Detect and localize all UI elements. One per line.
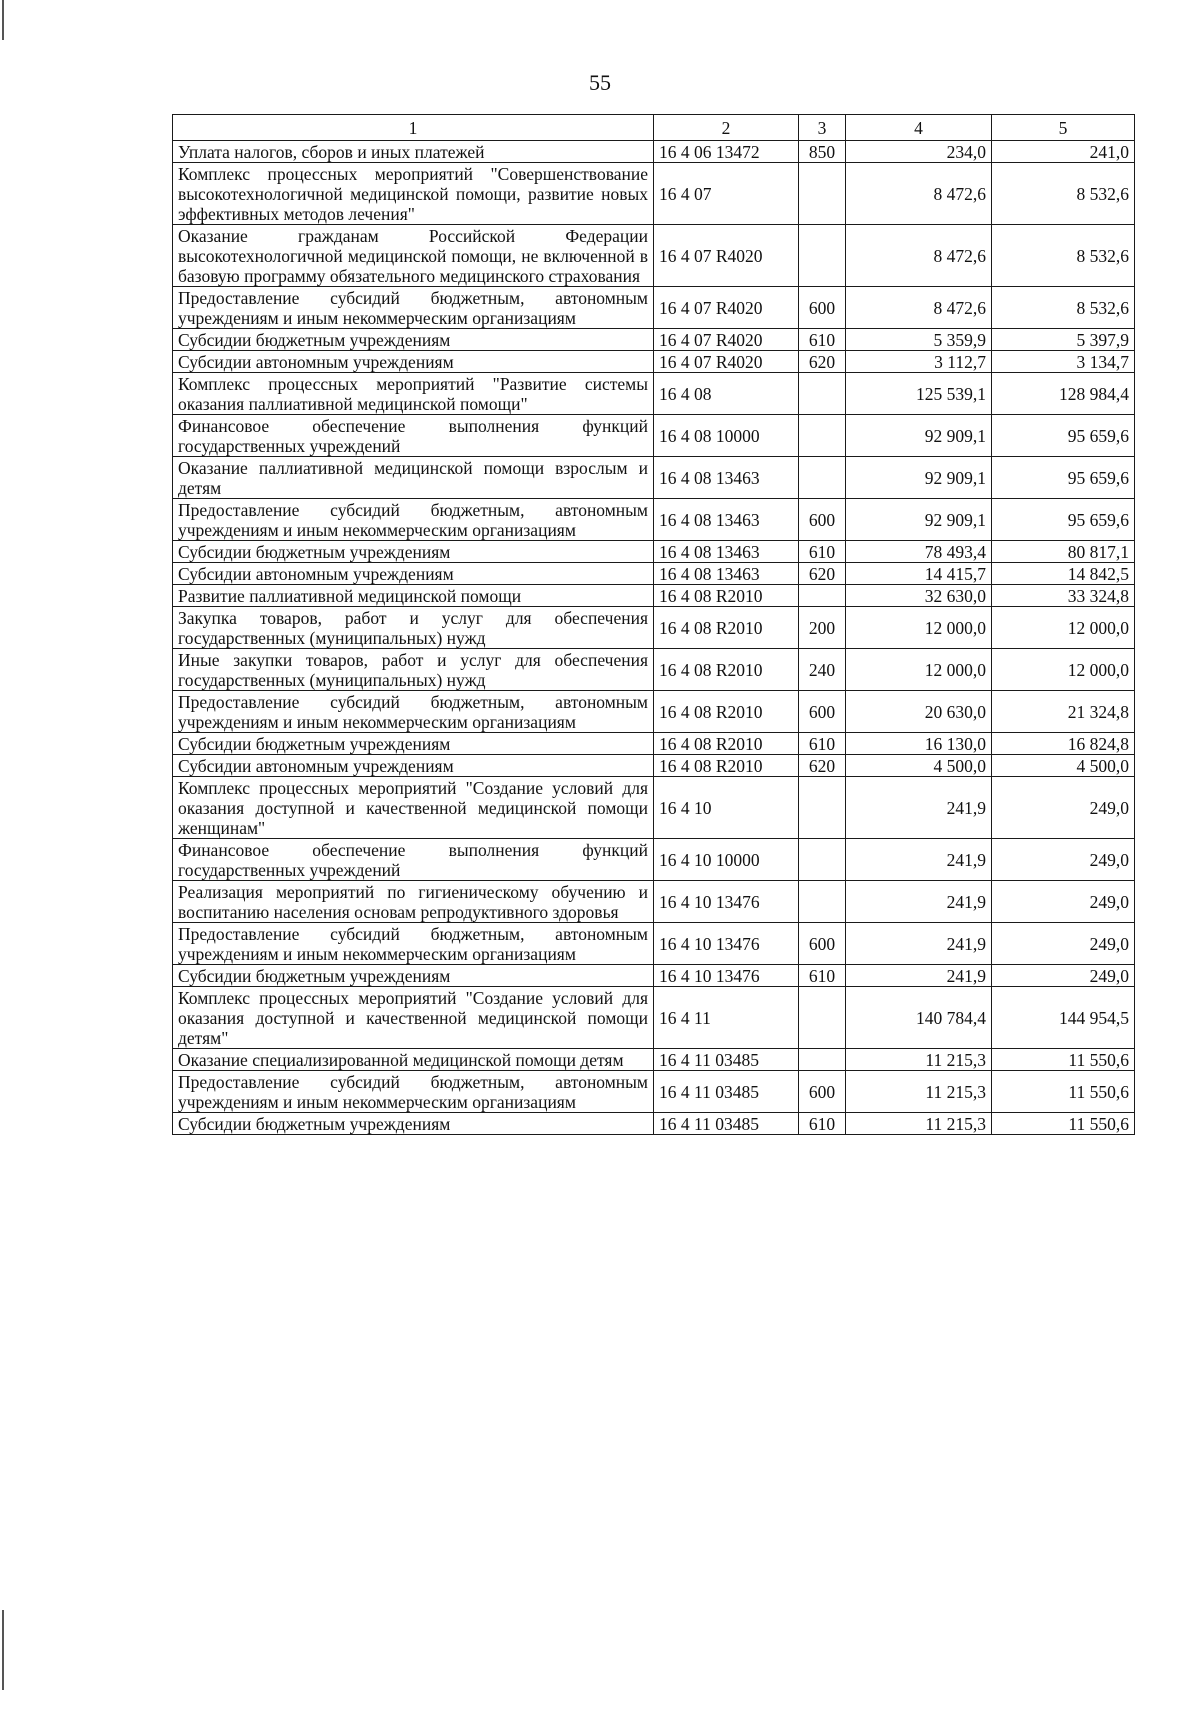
- row-name-cell: Предоставление субсидий бюджетным, автономным учреждениям и иным некоммерческим организациям: [173, 499, 654, 541]
- row-type-cell: [799, 457, 846, 499]
- header-col-3: 3: [799, 115, 846, 141]
- row-value-year1-cell: 16 130,0: [846, 733, 992, 755]
- row-name-cell: Оказание паллиативной медицинской помощи взрослым и детям: [173, 457, 654, 499]
- header-col-1: 1: [173, 115, 654, 141]
- row-type-cell: 600: [799, 1071, 846, 1113]
- row-value-year2-cell: 144 954,5: [992, 987, 1135, 1049]
- row-value-year1-cell: 20 630,0: [846, 691, 992, 733]
- row-name-cell: Субсидии бюджетным учреждениям: [173, 329, 654, 351]
- row-code-cell: 16 4 06 13472: [654, 141, 799, 163]
- row-code-cell: 16 4 11: [654, 987, 799, 1049]
- row-value-year1-cell: 8 472,6: [846, 225, 992, 287]
- table-row: [173, 1071, 1135, 1113]
- row-value-year1-cell: 92 909,1: [846, 499, 992, 541]
- row-type-cell: 610: [799, 541, 846, 563]
- row-code-cell: 16 4 08 R2010: [654, 649, 799, 691]
- row-code-cell: 16 4 08 R2010: [654, 733, 799, 755]
- row-value-year2-cell: 33 324,8: [992, 585, 1135, 607]
- page-number: 55: [589, 70, 611, 95]
- row-code-cell: 16 4 08 R2010: [654, 755, 799, 777]
- row-value-year1-cell: 32 630,0: [846, 585, 992, 607]
- row-name-cell: Предоставление субсидий бюджетным, автономным учреждениям и иным некоммерческим организациям: [173, 1071, 654, 1113]
- row-type-cell: [799, 373, 846, 415]
- row-name-cell: Субсидии бюджетным учреждениям: [173, 733, 654, 755]
- row-name-cell: Уплата налогов, сборов и иных платежей: [173, 141, 654, 163]
- row-value-year1-cell: 8 472,6: [846, 163, 992, 225]
- row-value-year1-cell: 125 539,1: [846, 373, 992, 415]
- table-row: [173, 691, 1135, 733]
- table-row: [173, 541, 1135, 563]
- row-type-cell: 610: [799, 1113, 846, 1135]
- row-value-year2-cell: 14 842,5: [992, 563, 1135, 585]
- row-type-cell: 200: [799, 607, 846, 649]
- row-code-cell: 16 4 11 03485: [654, 1049, 799, 1071]
- row-type-cell: 600: [799, 287, 846, 329]
- row-code-cell: 16 4 08 R2010: [654, 607, 799, 649]
- row-value-year2-cell: 8 532,6: [992, 225, 1135, 287]
- row-code-cell: 16 4 11 03485: [654, 1113, 799, 1135]
- table-row: [173, 585, 1135, 607]
- row-code-cell: 16 4 10 13476: [654, 965, 799, 987]
- row-type-cell: 620: [799, 351, 846, 373]
- row-value-year2-cell: 8 532,6: [992, 163, 1135, 225]
- row-type-cell: 610: [799, 965, 846, 987]
- row-code-cell: 16 4 10 13476: [654, 881, 799, 923]
- table-row: [173, 733, 1135, 755]
- table-row: [173, 1113, 1135, 1135]
- row-code-cell: 16 4 08 13463: [654, 541, 799, 563]
- row-code-cell: 16 4 08 13463: [654, 563, 799, 585]
- row-value-year1-cell: 241,9: [846, 777, 992, 839]
- row-type-cell: [799, 1049, 846, 1071]
- row-value-year1-cell: 11 215,3: [846, 1049, 992, 1071]
- row-value-year2-cell: 16 824,8: [992, 733, 1135, 755]
- row-type-cell: [799, 163, 846, 225]
- table-row: [173, 607, 1135, 649]
- row-code-cell: 16 4 10: [654, 777, 799, 839]
- row-value-year2-cell: 4 500,0: [992, 755, 1135, 777]
- row-name-cell: Субсидии автономным учреждениям: [173, 351, 654, 373]
- row-value-year1-cell: 92 909,1: [846, 457, 992, 499]
- row-type-cell: 610: [799, 733, 846, 755]
- table-row: [173, 1049, 1135, 1071]
- table-row: [173, 755, 1135, 777]
- scan-edge-line-top: [2, 0, 4, 40]
- table-row: [173, 415, 1135, 457]
- row-value-year1-cell: 234,0: [846, 141, 992, 163]
- row-code-cell: 16 4 08 R2010: [654, 585, 799, 607]
- row-value-year2-cell: 249,0: [992, 965, 1135, 987]
- row-value-year2-cell: 5 397,9: [992, 329, 1135, 351]
- row-name-cell: Комплекс процессных мероприятий "Совершенствование высокотехнологичной медицинской помощи, развитие новых эффективных методов лечения": [173, 163, 654, 225]
- row-name-cell: Реализация мероприятий по гигиеническому обучению и воспитанию населения основам репродуктивного здоровья: [173, 881, 654, 923]
- row-code-cell: 16 4 07 R4020: [654, 329, 799, 351]
- row-code-cell: 16 4 08 R2010: [654, 691, 799, 733]
- row-type-cell: [799, 987, 846, 1049]
- row-name-cell: Комплекс процессных мероприятий "Развитие системы оказания паллиативной медицинской помощи": [173, 373, 654, 415]
- scan-edge-line-bottom: [2, 1610, 4, 1690]
- row-value-year1-cell: 11 215,3: [846, 1071, 992, 1113]
- row-name-cell: Оказание специализированной медицинской помощи детям: [173, 1049, 654, 1071]
- row-name-cell: Финансовое обеспечение выполнения функций государственных учреждений: [173, 415, 654, 457]
- table-row: [173, 351, 1135, 373]
- row-value-year1-cell: 241,9: [846, 965, 992, 987]
- table-row: [173, 881, 1135, 923]
- table-row: [173, 839, 1135, 881]
- row-code-cell: 16 4 11 03485: [654, 1071, 799, 1113]
- row-type-cell: 600: [799, 499, 846, 541]
- row-name-cell: Предоставление субсидий бюджетным, автономным учреждениям и иным некоммерческим организациям: [173, 287, 654, 329]
- table-row: [173, 373, 1135, 415]
- row-value-year2-cell: 12 000,0: [992, 649, 1135, 691]
- row-name-cell: Комплекс процессных мероприятий "Создание условий для оказания доступной и качественной медицинской помощи детям": [173, 987, 654, 1049]
- row-value-year2-cell: 249,0: [992, 839, 1135, 881]
- row-type-cell: 600: [799, 923, 846, 965]
- row-name-cell: Субсидии бюджетным учреждениям: [173, 541, 654, 563]
- row-value-year1-cell: 8 472,6: [846, 287, 992, 329]
- header-col-2: 2: [654, 115, 799, 141]
- row-type-cell: 620: [799, 755, 846, 777]
- header-col-4: 4: [846, 115, 992, 141]
- header-col-5: 5: [992, 115, 1135, 141]
- row-code-cell: 16 4 07 R4020: [654, 287, 799, 329]
- table-row: [173, 649, 1135, 691]
- row-type-cell: [799, 881, 846, 923]
- row-value-year1-cell: 92 909,1: [846, 415, 992, 457]
- row-value-year2-cell: 11 550,6: [992, 1113, 1135, 1135]
- row-type-cell: [799, 415, 846, 457]
- row-code-cell: 16 4 08: [654, 373, 799, 415]
- row-type-cell: [799, 839, 846, 881]
- row-value-year2-cell: 3 134,7: [992, 351, 1135, 373]
- row-value-year2-cell: 249,0: [992, 923, 1135, 965]
- row-value-year1-cell: 3 112,7: [846, 351, 992, 373]
- row-name-cell: Развитие паллиативной медицинской помощи: [173, 585, 654, 607]
- table-row: [173, 329, 1135, 351]
- row-value-year2-cell: 95 659,6: [992, 499, 1135, 541]
- table-row: [173, 777, 1135, 839]
- row-name-cell: Закупка товаров, работ и услуг для обеспечения государственных (муниципальных) нужд: [173, 607, 654, 649]
- table-row: [173, 499, 1135, 541]
- row-value-year2-cell: 21 324,8: [992, 691, 1135, 733]
- row-type-cell: [799, 585, 846, 607]
- row-type-cell: 620: [799, 563, 846, 585]
- row-value-year2-cell: 95 659,6: [992, 457, 1135, 499]
- row-value-year2-cell: 11 550,6: [992, 1071, 1135, 1113]
- row-code-cell: 16 4 10 13476: [654, 923, 799, 965]
- row-code-cell: 16 4 10 10000: [654, 839, 799, 881]
- table-row: [173, 163, 1135, 225]
- row-type-cell: 610: [799, 329, 846, 351]
- row-type-cell: [799, 225, 846, 287]
- row-code-cell: 16 4 07 R4020: [654, 225, 799, 287]
- row-value-year2-cell: 128 984,4: [992, 373, 1135, 415]
- table-row: [173, 141, 1135, 163]
- row-code-cell: 16 4 08 13463: [654, 499, 799, 541]
- row-value-year1-cell: 14 415,7: [846, 563, 992, 585]
- table-body: [173, 115, 1135, 1135]
- row-value-year1-cell: 12 000,0: [846, 649, 992, 691]
- row-name-cell: Субсидии автономным учреждениям: [173, 755, 654, 777]
- row-value-year1-cell: 241,9: [846, 881, 992, 923]
- row-code-cell: 16 4 07 R4020: [654, 351, 799, 373]
- table-row: [173, 225, 1135, 287]
- row-code-cell: 16 4 08 10000: [654, 415, 799, 457]
- row-type-cell: 850: [799, 141, 846, 163]
- table-row: [173, 563, 1135, 585]
- row-value-year1-cell: 241,9: [846, 839, 992, 881]
- row-value-year2-cell: 80 817,1: [992, 541, 1135, 563]
- row-name-cell: Субсидии бюджетным учреждениям: [173, 965, 654, 987]
- row-code-cell: 16 4 07: [654, 163, 799, 225]
- row-name-cell: Оказание гражданам Российской Федерации высокотехнологичной медицинской помощи, не включенной в базовую программу обязательного медицинского страхования: [173, 225, 654, 287]
- row-type-cell: 240: [799, 649, 846, 691]
- row-value-year2-cell: 95 659,6: [992, 415, 1135, 457]
- row-value-year1-cell: 4 500,0: [846, 755, 992, 777]
- row-value-year2-cell: 241,0: [992, 141, 1135, 163]
- table-row: [173, 987, 1135, 1049]
- row-value-year2-cell: 12 000,0: [992, 607, 1135, 649]
- row-code-cell: 16 4 08 13463: [654, 457, 799, 499]
- table-row: [173, 287, 1135, 329]
- table-row: [173, 457, 1135, 499]
- row-value-year2-cell: 11 550,6: [992, 1049, 1135, 1071]
- row-value-year2-cell: 249,0: [992, 881, 1135, 923]
- row-value-year1-cell: 5 359,9: [846, 329, 992, 351]
- row-value-year1-cell: 78 493,4: [846, 541, 992, 563]
- row-name-cell: Предоставление субсидий бюджетным, автономным учреждениям и иным некоммерческим организациям: [173, 923, 654, 965]
- row-value-year2-cell: 249,0: [992, 777, 1135, 839]
- row-type-cell: 600: [799, 691, 846, 733]
- row-name-cell: Предоставление субсидий бюджетным, автономным учреждениям и иным некоммерческим организациям: [173, 691, 654, 733]
- table-row: [173, 923, 1135, 965]
- row-value-year2-cell: 8 532,6: [992, 287, 1135, 329]
- row-value-year1-cell: 11 215,3: [846, 1113, 992, 1135]
- row-name-cell: Субсидии бюджетным учреждениям: [173, 1113, 654, 1135]
- row-name-cell: Иные закупки товаров, работ и услуг для обеспечения государственных (муниципальных) нужд: [173, 649, 654, 691]
- row-name-cell: Финансовое обеспечение выполнения функций государственных учреждений: [173, 839, 654, 881]
- row-value-year1-cell: 140 784,4: [846, 987, 992, 1049]
- table-row: [173, 965, 1135, 987]
- table-header-row: [173, 115, 1135, 141]
- row-value-year1-cell: 241,9: [846, 923, 992, 965]
- row-name-cell: Субсидии автономным учреждениям: [173, 563, 654, 585]
- row-type-cell: [799, 777, 846, 839]
- row-value-year1-cell: 12 000,0: [846, 607, 992, 649]
- row-name-cell: Комплекс процессных мероприятий "Создание условий для оказания доступной и качественной медицинской помощи женщинам": [173, 777, 654, 839]
- budget-table: [172, 114, 1135, 1135]
